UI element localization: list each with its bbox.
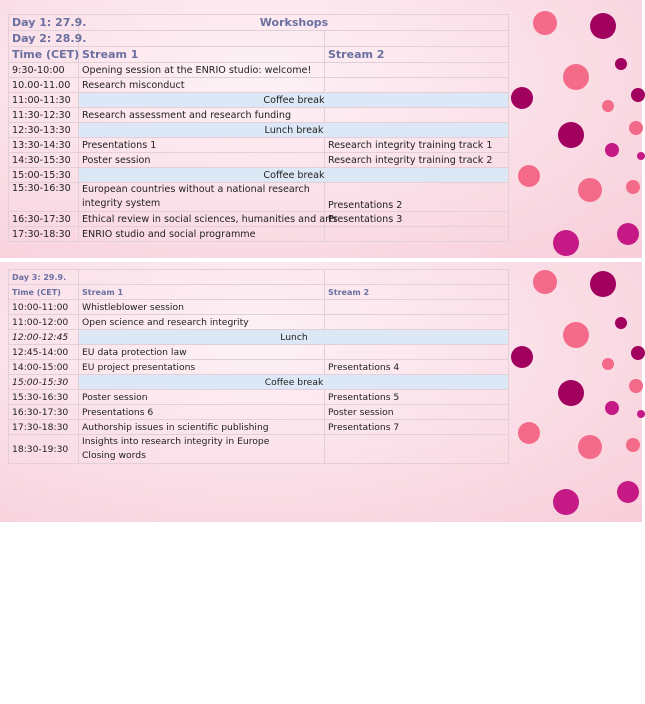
session-stream2: Presentations 2 <box>325 183 509 212</box>
column-header-row <box>9 47 509 63</box>
session-time: 11:00-11:30 <box>9 93 79 108</box>
table-row <box>9 390 509 405</box>
day3-schedule-table <box>8 269 509 464</box>
decorative-dot <box>558 380 584 406</box>
session-time: 14:00-15:00 <box>9 360 79 375</box>
session-time: 11:30-12:30 <box>9 108 79 123</box>
table-row <box>9 345 509 360</box>
day1-2-schedule-panel <box>0 0 642 258</box>
decorative-dot <box>578 435 602 459</box>
session-stream1 <box>79 183 325 212</box>
column-header-row <box>9 285 509 300</box>
decorative-dot <box>637 152 645 160</box>
session-stream2: Presentations 5 <box>325 390 509 405</box>
table-row <box>9 31 509 47</box>
session-stream2: Poster session <box>325 405 509 420</box>
break-row <box>9 123 509 138</box>
decorative-dot <box>563 64 589 90</box>
decorative-dot <box>511 346 533 368</box>
session-stream1: Research misconduct <box>79 78 325 93</box>
session-time: 15:00-15:30 <box>9 375 79 390</box>
session-stream1: Poster session <box>79 153 325 168</box>
column-header-time: Time (CET) <box>9 47 79 63</box>
decorative-dot <box>578 178 602 202</box>
session-stream2 <box>325 345 509 360</box>
session-stream1: EU data protection law <box>79 345 325 360</box>
decorative-dot <box>629 379 643 393</box>
session-stream1: EU project presentations <box>79 360 325 375</box>
decorative-dot <box>631 346 645 360</box>
session-stream1: Whistleblower session <box>79 300 325 315</box>
decorative-dot <box>629 121 643 135</box>
session-stream2 <box>325 300 509 315</box>
table-row <box>9 183 509 212</box>
session-stream1: Authorship issues in scientific publishing <box>79 420 325 435</box>
table-row <box>9 227 509 242</box>
table-row <box>9 153 509 168</box>
session-time: 15:30-16:30 <box>9 183 79 212</box>
session-time: 10:00-11:00 <box>9 300 79 315</box>
decorative-dot <box>558 122 584 148</box>
decorative-dot <box>605 143 619 157</box>
break-row <box>9 168 509 183</box>
decorative-dot <box>615 317 627 329</box>
day3-label: Day 3: 29.9. <box>9 270 79 285</box>
session-stream2 <box>325 435 509 464</box>
decorative-dot <box>602 100 614 112</box>
session-time: 15:00-15:30 <box>9 168 79 183</box>
session-stream1-line1: European countries without a national research <box>82 184 310 195</box>
decorative-dot <box>617 481 639 503</box>
table-row <box>9 63 509 78</box>
session-stream1: Open science and research integrity <box>79 315 325 330</box>
session-stream2: Presentations 7 <box>325 420 509 435</box>
break-label: Coffee break <box>79 375 509 390</box>
day1-label: Day 1: 27.9. <box>9 15 79 31</box>
column-header-stream1: Stream 1 <box>79 285 325 300</box>
session-time: 18:30-19:30 <box>9 435 79 464</box>
session-stream2 <box>325 315 509 330</box>
table-row <box>9 138 509 153</box>
break-label: Lunch break <box>79 123 509 138</box>
decorative-dot <box>626 438 640 452</box>
workshops-label: Workshops <box>79 15 509 31</box>
decorative-dot <box>590 13 616 39</box>
session-time: 9:30-10:00 <box>9 63 79 78</box>
session-stream1: Poster session <box>79 390 325 405</box>
decorative-dot <box>602 358 614 370</box>
break-row <box>9 93 509 108</box>
session-time: 17:30-18:30 <box>9 420 79 435</box>
session-stream2 <box>325 78 509 93</box>
session-stream2: Research integrity training track 2 <box>325 153 509 168</box>
session-stream1: Presentations 1 <box>79 138 325 153</box>
table-row <box>9 420 509 435</box>
session-stream2: Presentations 3 <box>325 212 509 227</box>
session-time: 12:45-14:00 <box>9 345 79 360</box>
break-row <box>9 375 509 390</box>
session-stream2: Presentations 4 <box>325 360 509 375</box>
session-stream1: ENRIO studio and social programme <box>79 227 325 242</box>
decorative-dot <box>533 11 557 35</box>
column-header-stream2: Stream 2 <box>325 285 509 300</box>
session-stream1 <box>79 435 325 464</box>
decorative-dot <box>518 165 540 187</box>
session-time: 14:30-15:30 <box>9 153 79 168</box>
decorative-dot <box>518 422 540 444</box>
session-stream1-line2: integrity system <box>82 198 161 209</box>
break-label: Coffee break <box>79 93 509 108</box>
decorative-dot <box>553 489 579 515</box>
session-stream1-line2: Closing words <box>82 450 146 461</box>
table-row <box>9 15 509 31</box>
decorative-dot <box>605 401 619 415</box>
session-stream1: Research assessment and research funding <box>79 108 325 123</box>
table-row <box>9 315 509 330</box>
session-stream1: Presentations 6 <box>79 405 325 420</box>
table-row <box>9 270 509 285</box>
table-row <box>9 108 509 123</box>
session-stream2 <box>325 108 509 123</box>
session-stream1: Ethical review in social sciences, humanities and arts <box>79 212 325 227</box>
column-header-stream2: Stream 2 <box>325 47 509 63</box>
decorative-dot <box>631 88 645 102</box>
decorative-dot <box>637 410 645 418</box>
table-row <box>9 78 509 93</box>
decorative-dot <box>590 271 616 297</box>
table-row <box>9 405 509 420</box>
decorative-dot <box>563 322 589 348</box>
session-time: 10.00-11.00 <box>9 78 79 93</box>
decorative-dot <box>553 230 579 256</box>
session-time: 15:30-16:30 <box>9 390 79 405</box>
decorative-dot <box>615 58 627 70</box>
break-row <box>9 330 509 345</box>
session-time: 11:00-12:00 <box>9 315 79 330</box>
decorative-dot <box>617 223 639 245</box>
session-stream1-line1: Insights into research integrity in Europe <box>82 436 270 447</box>
day1-2-schedule-table <box>8 14 509 242</box>
table-row <box>9 212 509 227</box>
session-time: 17:30-18:30 <box>9 227 79 242</box>
session-time: 16:30-17:30 <box>9 405 79 420</box>
session-time: 12:30-13:30 <box>9 123 79 138</box>
break-label: Lunch <box>79 330 509 345</box>
session-time: 16:30-17:30 <box>9 212 79 227</box>
session-stream2 <box>325 227 509 242</box>
break-label: Coffee break <box>79 168 509 183</box>
day2-label: Day 2: 28.9. <box>9 31 79 47</box>
decorative-dot <box>626 180 640 194</box>
session-stream2: Research integrity training track 1 <box>325 138 509 153</box>
column-header-time: Time (CET) <box>9 285 79 300</box>
session-stream2 <box>325 63 509 78</box>
column-header-stream1: Stream 1 <box>79 47 325 63</box>
table-row <box>9 300 509 315</box>
day3-schedule-panel <box>0 262 642 522</box>
table-row <box>9 360 509 375</box>
session-time: 12:00-12:45 <box>9 330 79 345</box>
table-row <box>9 435 509 464</box>
session-time: 13:30-14:30 <box>9 138 79 153</box>
session-stream1: Opening session at the ENRIO studio: welcome! <box>79 63 325 78</box>
decorative-dot <box>533 270 557 294</box>
decorative-dot <box>511 87 533 109</box>
